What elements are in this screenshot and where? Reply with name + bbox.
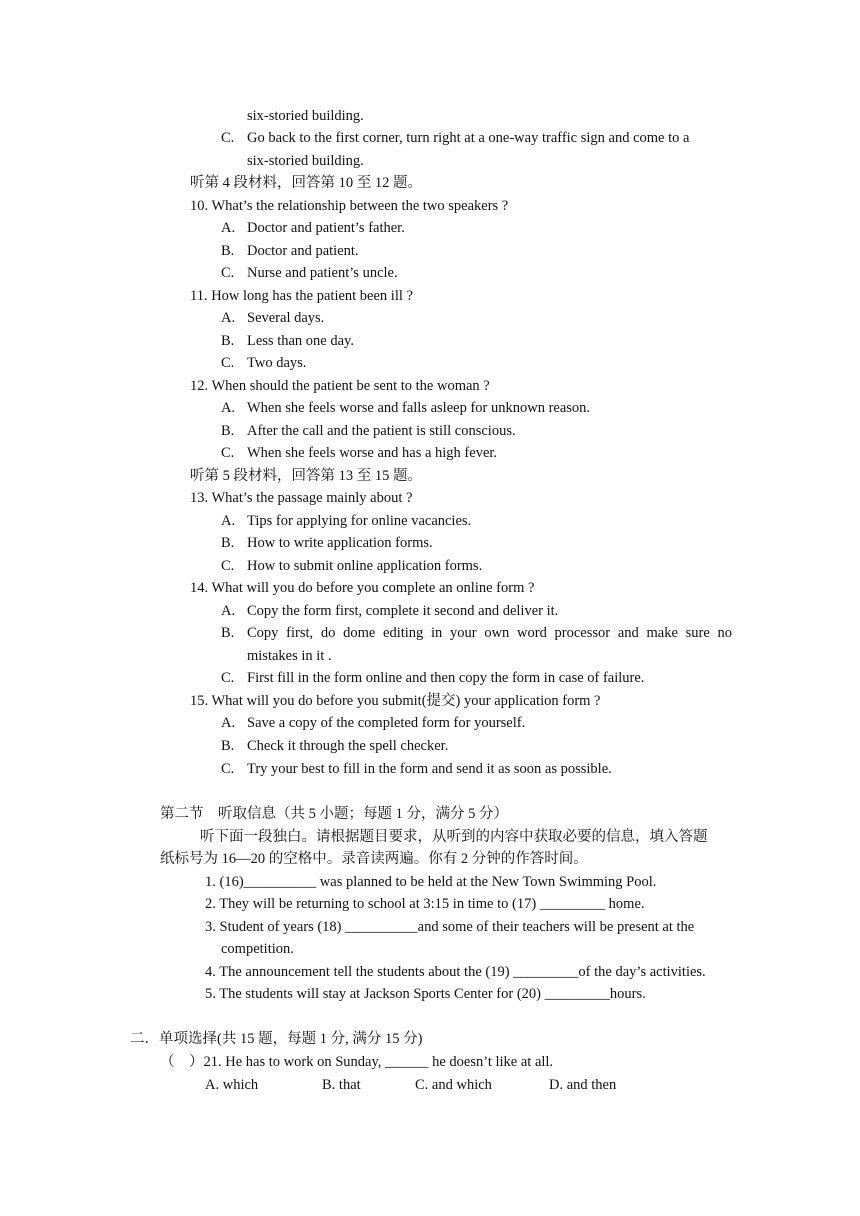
option-text: Less than one day. [247, 333, 354, 349]
option-b: B. that [322, 1077, 361, 1093]
option-b [221, 533, 433, 553]
fill-in-item: 4. The announcement tell the students about the (19) _________of the day’s activities. [205, 964, 706, 980]
option-b [221, 421, 516, 441]
question-14-stem: 14. What will you do before you complete an online form ? [190, 580, 535, 596]
option-letter: B. [221, 535, 235, 551]
option-c [221, 556, 482, 576]
option-letter: A. [221, 310, 236, 326]
fill-in-item-continued: competition. [221, 941, 294, 957]
option-text: Go back to the first corner, turn right at a one-way traffic sign and come to a [247, 130, 690, 146]
option-letter: C. [221, 355, 235, 371]
option-c [221, 128, 732, 148]
fill-in-item: 5. The students will stay at Jackson Sports Center for (20) _________hours. [205, 986, 646, 1002]
section-2-title: 二．单项选择(共 15 题，每题 1 分, 满分 15 分) [130, 1031, 423, 1047]
option-text: How to submit online application forms. [247, 558, 483, 574]
question-21-stem: （ ）21. He has to work on Sunday, ______ he doesn’t like at all. [160, 1054, 554, 1070]
option-letter: A. [221, 715, 236, 731]
option-text: Two days. [247, 355, 307, 371]
option-letter: B. [221, 738, 235, 754]
option-a: A. which [205, 1077, 259, 1093]
option-b [221, 623, 732, 643]
option-text: Copy the form first, complete it second and deliver it. [247, 603, 559, 619]
option-text: six-storied building. [247, 153, 364, 169]
question-15-stem: 15. What will you do before you submit(提交) your application form ? [190, 693, 601, 709]
option-text: six-storied building. [247, 108, 364, 124]
option-c [221, 443, 497, 463]
option-a [221, 601, 558, 621]
option-c [221, 353, 306, 373]
option-c [221, 668, 644, 688]
option-b [221, 331, 354, 351]
option-text: First fill in the form online and then copy the form in case of failure. [247, 670, 645, 686]
question-13-stem: 13. What’s the passage mainly about ? [190, 490, 413, 506]
option-text: Doctor and patient’s father. [247, 220, 405, 236]
option-text: Save a copy of the completed form for yourself. [247, 715, 526, 731]
option-d: D. and then [549, 1077, 617, 1093]
option-text: How to write application forms. [247, 535, 433, 551]
option-text: Tips for applying for online vacancies. [247, 513, 472, 529]
option-letter: B. [221, 625, 235, 641]
option-a [221, 713, 525, 733]
option-text: Several days. [247, 310, 325, 326]
fill-in-item: 1. (16)__________ was planned to be held at the New Town Swimming Pool. [205, 874, 657, 890]
option-a [221, 398, 590, 418]
option-a [221, 218, 405, 238]
option-text: mistakes in it . [247, 648, 332, 664]
option-letter: C. [221, 445, 235, 461]
option-c [221, 759, 612, 779]
option-b [221, 241, 359, 261]
instructions: 纸标号为 16—20 的空格中。录音读两遍。你有 2 分钟的作答时间。 [160, 851, 588, 867]
part-2-title: 第二节 听取信息（共 5 小题；每题 1 分，满分 5 分） [160, 806, 508, 822]
option-letter: B. [221, 243, 235, 259]
option-letter: C. [221, 130, 235, 146]
option-text: Check it through the spell checker. [247, 738, 449, 754]
option-text: Try your best to fill in the form and send it as soon as possible. [247, 761, 612, 777]
option-c [221, 263, 398, 283]
option-letter: B. [221, 333, 235, 349]
option-letter: A. [221, 513, 236, 529]
option-letter: C. [221, 761, 235, 777]
option-text: When she feels worse and has a high fever. [247, 445, 498, 461]
option-a [221, 511, 471, 531]
question-12-stem: 12. When should the patient be sent to the woman ? [190, 378, 490, 394]
question-10-stem: 10. What’s the relationship between the two speakers ? [190, 198, 509, 214]
option-text: Copy first, do dome editing in your own word processor and make sure no [247, 625, 732, 641]
option-a [221, 308, 324, 328]
instructions: 听下面一段独白。请根据题目要求，从听到的内容中获取必要的信息，填入答题 [200, 829, 708, 845]
fill-in-item: 2. They will be returning to school at 3:15 in time to (17) _________ home. [205, 896, 645, 912]
option-letter: B. [221, 423, 235, 439]
option-letter: C. [221, 558, 235, 574]
option-text: After the call and the patient is still conscious. [247, 423, 516, 439]
option-text: When she feels worse and falls asleep for unknown reason. [247, 400, 591, 416]
option-letter: A. [221, 603, 236, 619]
option-text: Nurse and patient’s uncle. [247, 265, 398, 281]
fill-in-item: 3. Student of years (18) __________and some of their teachers will be present at the [205, 919, 695, 935]
question-11-stem: 11. How long has the patient been ill ? [190, 288, 413, 304]
option-text: Doctor and patient. [247, 243, 359, 259]
option-b [221, 736, 448, 756]
option-letter: C. [221, 670, 235, 686]
section-header: 听第 4 段材料，回答第 10 至 12 题。 [190, 175, 422, 191]
option-letter: C. [221, 265, 235, 281]
option-letter: A. [221, 220, 236, 236]
section-header: 听第 5 段材料，回答第 13 至 15 题。 [190, 468, 422, 484]
option-c: C. and which [415, 1077, 492, 1093]
option-letter: A. [221, 400, 236, 416]
